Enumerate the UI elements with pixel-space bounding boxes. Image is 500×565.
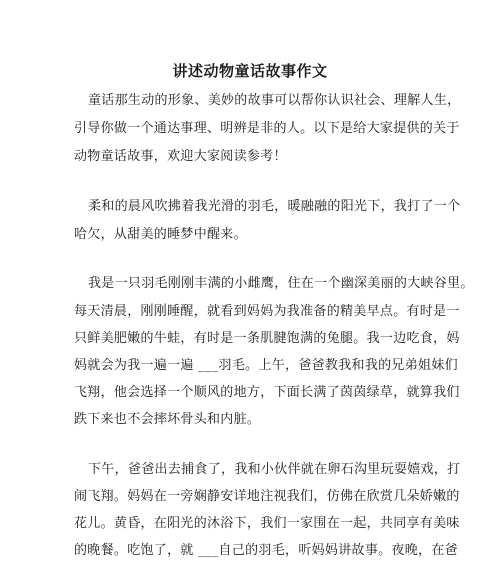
paragraph-line: 我是一只羽毛刚刚丰满的小雌鹰，住在一个幽深美丽的大峡谷里。: [88, 276, 474, 291]
paragraph-line: 花儿。黄昏，在阳光的沐浴下，我们一家围在一起，共同享有美味: [74, 516, 460, 531]
paragraph-line: 柔和的晨风吹拂着我光滑的羽毛，暖融融的阳光下，我打了一个: [88, 199, 461, 214]
article-title: 讲述动物童话故事作文: [172, 62, 328, 80]
paragraph-line: 闹飞翔。妈妈在一旁娴静安详地注视我们，仿佛在欣赏几朵娇嫩的: [74, 489, 460, 504]
paragraph-line: 只鲜美肥嫩的牛蛙，有时是一条肌腱饱满的兔腿。我一边吃食，妈: [74, 331, 460, 346]
paragraph-line: 动物童话故事，欢迎大家阅读参考！: [74, 149, 287, 164]
paragraph-line: 哈欠，从甜美的睡梦中醒来。: [74, 227, 247, 242]
paragraph-line: 飞翔，他会选择一个顺风的地方，下面长满了茵茵绿草，就算我们: [74, 385, 460, 400]
paragraph-line: 每天清晨，刚刚睡醒，就看到妈妈为我准备的精美早点。有时是一: [74, 304, 460, 319]
paragraph-line: 引导你做一个通达事理、明辨是非的人。以下是给大家提供的关于: [74, 121, 460, 136]
paragraph-line: 下午，爸爸出去捕食了，我和小伙伴就在卵石沟里玩耍嬉戏，打: [88, 462, 461, 477]
paragraph-line: 童话那生动的形象、美妙的故事可以帮你认识社会、理解人生，: [88, 93, 461, 108]
paragraph-line: 跌下来也不会摔坏骨头和内脏。: [74, 412, 261, 427]
paragraph-line: 的晚餐。吃饱了，就 ___自己的羽毛，听妈妈讲故事。夜晚，在爸: [74, 543, 458, 558]
paragraph-line: 妈就会为我一遍一遍 ___羽毛。上午，爸爸教我和我的兄弟姐妹们: [74, 358, 458, 373]
